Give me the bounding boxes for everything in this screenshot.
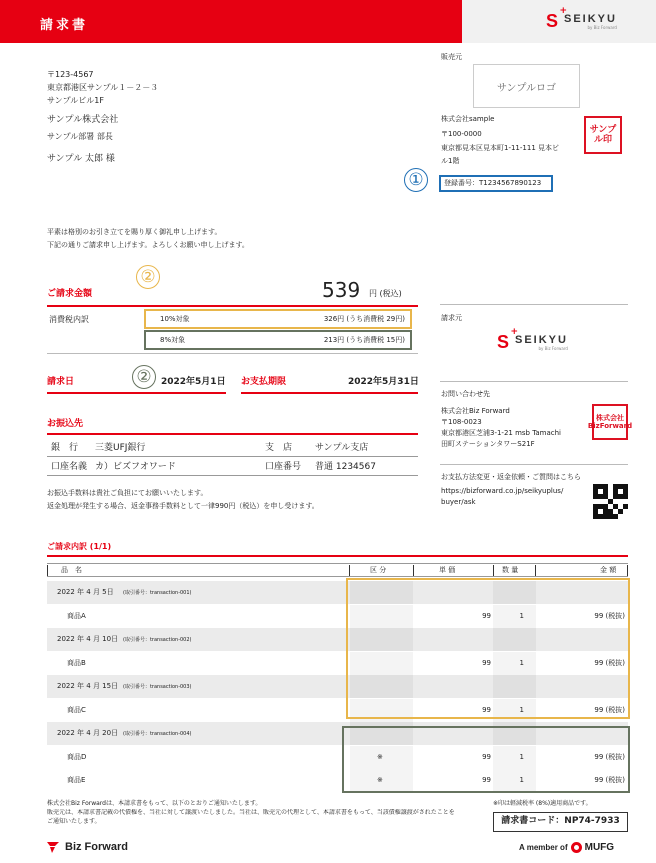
row-amount: 99 (税抜) bbox=[594, 776, 625, 784]
bank-divider bbox=[47, 433, 418, 435]
branch-value: サンプル支店 bbox=[311, 437, 418, 456]
marker-1: ① bbox=[404, 168, 428, 192]
issuer-label: 請求元 bbox=[441, 314, 462, 322]
row-unit-price: 99 bbox=[482, 776, 491, 784]
amount-label: ご請求金額 bbox=[47, 289, 93, 299]
holder-value: カ）ビズフオワード bbox=[91, 456, 261, 475]
greeting-line2: 下記の通りご請求申し上げます。よろしくお願い申し上げます。 bbox=[47, 241, 249, 249]
row-qty: 1 bbox=[519, 658, 524, 667]
document-title: 請求書 bbox=[40, 18, 89, 33]
bank-label: 銀 行 bbox=[47, 437, 91, 456]
issuer-company: 株式会社Biz Forward bbox=[441, 407, 510, 415]
row-item-name: 商品D bbox=[67, 752, 87, 761]
recipient-building: サンプルビル1F bbox=[47, 96, 104, 105]
row-transaction: (取引番号：transaction-001) bbox=[123, 590, 192, 596]
issuer-address: 東京都港区芝浦3-1-21 msb Tamachi bbox=[441, 429, 561, 437]
seller-label: 販売元 bbox=[441, 53, 462, 61]
bizforward-mark-icon bbox=[47, 840, 61, 854]
row-date: 2022 年 4 月 20日 bbox=[57, 729, 119, 737]
row-transaction: (取引番号：transaction-003) bbox=[123, 684, 192, 690]
issuer-address2: 田町ステーションタワーS21F bbox=[441, 440, 535, 448]
amount-value: 539 bbox=[322, 278, 361, 302]
row-amount: 99 (税抜) bbox=[594, 611, 625, 620]
items-highlight-10 bbox=[346, 578, 630, 719]
footer-note1: 株式会社Biz Forwardは、本請求書をもって、以下のとおりご通知いたします。 bbox=[47, 800, 262, 807]
registration-number: 登録番号：T1234567890123 bbox=[444, 179, 542, 187]
invoice-date-label: 請求日 bbox=[47, 377, 75, 387]
tax-row-8-value: 213円 (うち消費税 15円) bbox=[323, 336, 405, 344]
header-name: 品 名 bbox=[61, 566, 82, 574]
bank-note2: 返金処理が発生する場合、返金事務手数料として一律990円（税込）を申し受けます。 bbox=[47, 502, 319, 510]
footer-note2: 販売元は、本請求書記載の代債権を、当社に対して譲渡いたしました。当社は、販売元の代理として、本請求書をもって、当該債権譲渡がされたことを bbox=[47, 809, 455, 816]
mufg-logo: A member of MUFG bbox=[519, 842, 615, 853]
contact-label: お問い合わせ先 bbox=[441, 390, 490, 398]
qr-code-icon[interactable] bbox=[593, 484, 628, 519]
recipient-address: 東京都港区サンプル１－２－３ bbox=[47, 83, 159, 92]
header-amount: 金 額 bbox=[600, 566, 617, 574]
tax-breakdown-label: 消費税内訳 bbox=[49, 315, 89, 324]
bank-table bbox=[47, 437, 418, 476]
row-unit-price: 99 bbox=[482, 752, 491, 761]
issuer-top-divider bbox=[440, 304, 628, 305]
bank-value: 三菱UFJ銀行 bbox=[91, 437, 261, 456]
items-header bbox=[47, 563, 628, 577]
header-logo-area bbox=[462, 0, 656, 43]
bank-title: お振込先 bbox=[47, 419, 84, 429]
due-date-divider bbox=[241, 392, 418, 394]
help-url[interactable]: https://bizforward.co.jp/seikyuplus/ bbox=[441, 487, 564, 495]
row-amount: 99 (税抜) bbox=[594, 658, 625, 667]
seller-address2: ル1階 bbox=[441, 157, 460, 165]
mufg-circle-icon bbox=[571, 842, 582, 853]
row-unit-price: 99 bbox=[482, 705, 491, 714]
row-date: 2022 年 4 月 10日 bbox=[57, 635, 119, 643]
tax-row-8 bbox=[144, 330, 412, 350]
registration-box bbox=[439, 175, 553, 192]
tax-divider bbox=[47, 353, 418, 354]
header-qty: 数 量 bbox=[502, 566, 519, 574]
row-qty: 1 bbox=[519, 752, 524, 761]
row-unit-price: 99 bbox=[482, 611, 491, 620]
header-unit-price: 単 価 bbox=[439, 566, 456, 574]
marker-2b: ② bbox=[132, 365, 156, 389]
sample-logo-box: サンプルロゴ bbox=[473, 64, 580, 108]
tax-note: ※印は軽減税率 (8%)適用商品です。 bbox=[493, 800, 592, 807]
row-kubun: ※ bbox=[377, 752, 383, 761]
row-transaction: (取引番号：transaction-004) bbox=[123, 731, 192, 737]
row-qty: 1 bbox=[519, 776, 524, 784]
tax-row-8-rate: 8%対象 bbox=[160, 336, 186, 344]
branch-label: 支 店 bbox=[261, 437, 311, 456]
invoice-date: 2022年5月1日 bbox=[161, 377, 226, 387]
items-highlight-8 bbox=[342, 726, 630, 793]
recipient-postal: 〒123-4567 bbox=[47, 70, 94, 79]
row-item-name: 商品C bbox=[67, 705, 86, 714]
account-value: 普通 1234567 bbox=[311, 456, 418, 475]
row-date: 2022 年 4 月 15日 bbox=[57, 682, 119, 690]
row-qty: 1 bbox=[519, 705, 524, 714]
row-item-name: 商品B bbox=[67, 658, 86, 667]
row-kubun: ※ bbox=[377, 776, 383, 784]
seller-postal: 〒100-0000 bbox=[441, 130, 482, 138]
seller-company: 株式会社sample bbox=[441, 115, 495, 123]
invoice-date-divider bbox=[47, 392, 226, 394]
row-amount: 99 (税抜) bbox=[594, 705, 625, 714]
seller-stamp-icon: サンプル印 bbox=[584, 116, 622, 154]
amount-divider bbox=[47, 305, 418, 307]
footer-note3: ご通知いたします。 bbox=[47, 818, 101, 825]
row-item-name: 商品A bbox=[67, 611, 86, 620]
bank-note1: お振込手数料は貴社ご負担にてお願いいたします。 bbox=[47, 489, 208, 497]
help-label: お支払方法変更・返金依頼・ご質問はこちら bbox=[441, 473, 581, 481]
items-divider bbox=[47, 555, 628, 557]
marker-2a: ② bbox=[136, 265, 160, 289]
recipient-dept: サンプル部署 部長 bbox=[47, 132, 113, 141]
seller-address: 東京都見本区見本町1-11-111 見本ビ bbox=[441, 144, 559, 152]
row-qty: 1 bbox=[519, 611, 524, 620]
amount-unit: 円 (税込) bbox=[369, 289, 402, 298]
row-item-name: 商品E bbox=[67, 776, 86, 784]
account-label: 口座番号 bbox=[261, 456, 311, 475]
tax-row-10-rate: 10%対象 bbox=[160, 315, 190, 323]
bizforward-logo: Biz Forward bbox=[47, 840, 128, 854]
row-unit-price: 99 bbox=[482, 658, 491, 667]
row-transaction: (取引番号：transaction-002) bbox=[123, 637, 192, 643]
header-kubun: 区 分 bbox=[370, 566, 387, 574]
due-date: 2022年5月31日 bbox=[348, 377, 419, 387]
holder-label: 口座名義 bbox=[47, 456, 91, 475]
issuer-bottom-divider bbox=[440, 464, 628, 465]
invoice-code: 請求書コード：NP74-7933 bbox=[493, 812, 628, 832]
issuer-seikyu-logo: S + SEIKYU by Biz Forward bbox=[497, 327, 568, 352]
due-date-label: お支払期限 bbox=[241, 377, 287, 387]
help-url-cont[interactable]: buyer/ask bbox=[441, 498, 476, 506]
tax-row-10 bbox=[144, 309, 412, 329]
issuer-mid-divider bbox=[440, 381, 628, 382]
seikyu-logo: S + SEIKYU by Biz Forward bbox=[546, 6, 617, 31]
recipient-name: サンプル 太郎 様 bbox=[47, 154, 115, 164]
items-title: ご請求内訳 (1/1) bbox=[47, 542, 112, 551]
issuer-stamp-icon: 株式会社BizForward bbox=[592, 404, 628, 440]
issuer-postal: 〒108-0023 bbox=[441, 418, 482, 426]
greeting-line1: 平素は格別のお引き立てを賜り厚く御礼申し上げます。 bbox=[47, 228, 222, 236]
row-amount: 99 (税抜) bbox=[594, 752, 625, 761]
recipient-company: サンプル株式会社 bbox=[47, 115, 119, 125]
row-date: 2022 年 4 月 5日 bbox=[57, 588, 114, 596]
tax-row-10-value: 326円 (うち消費税 29円) bbox=[323, 315, 405, 323]
